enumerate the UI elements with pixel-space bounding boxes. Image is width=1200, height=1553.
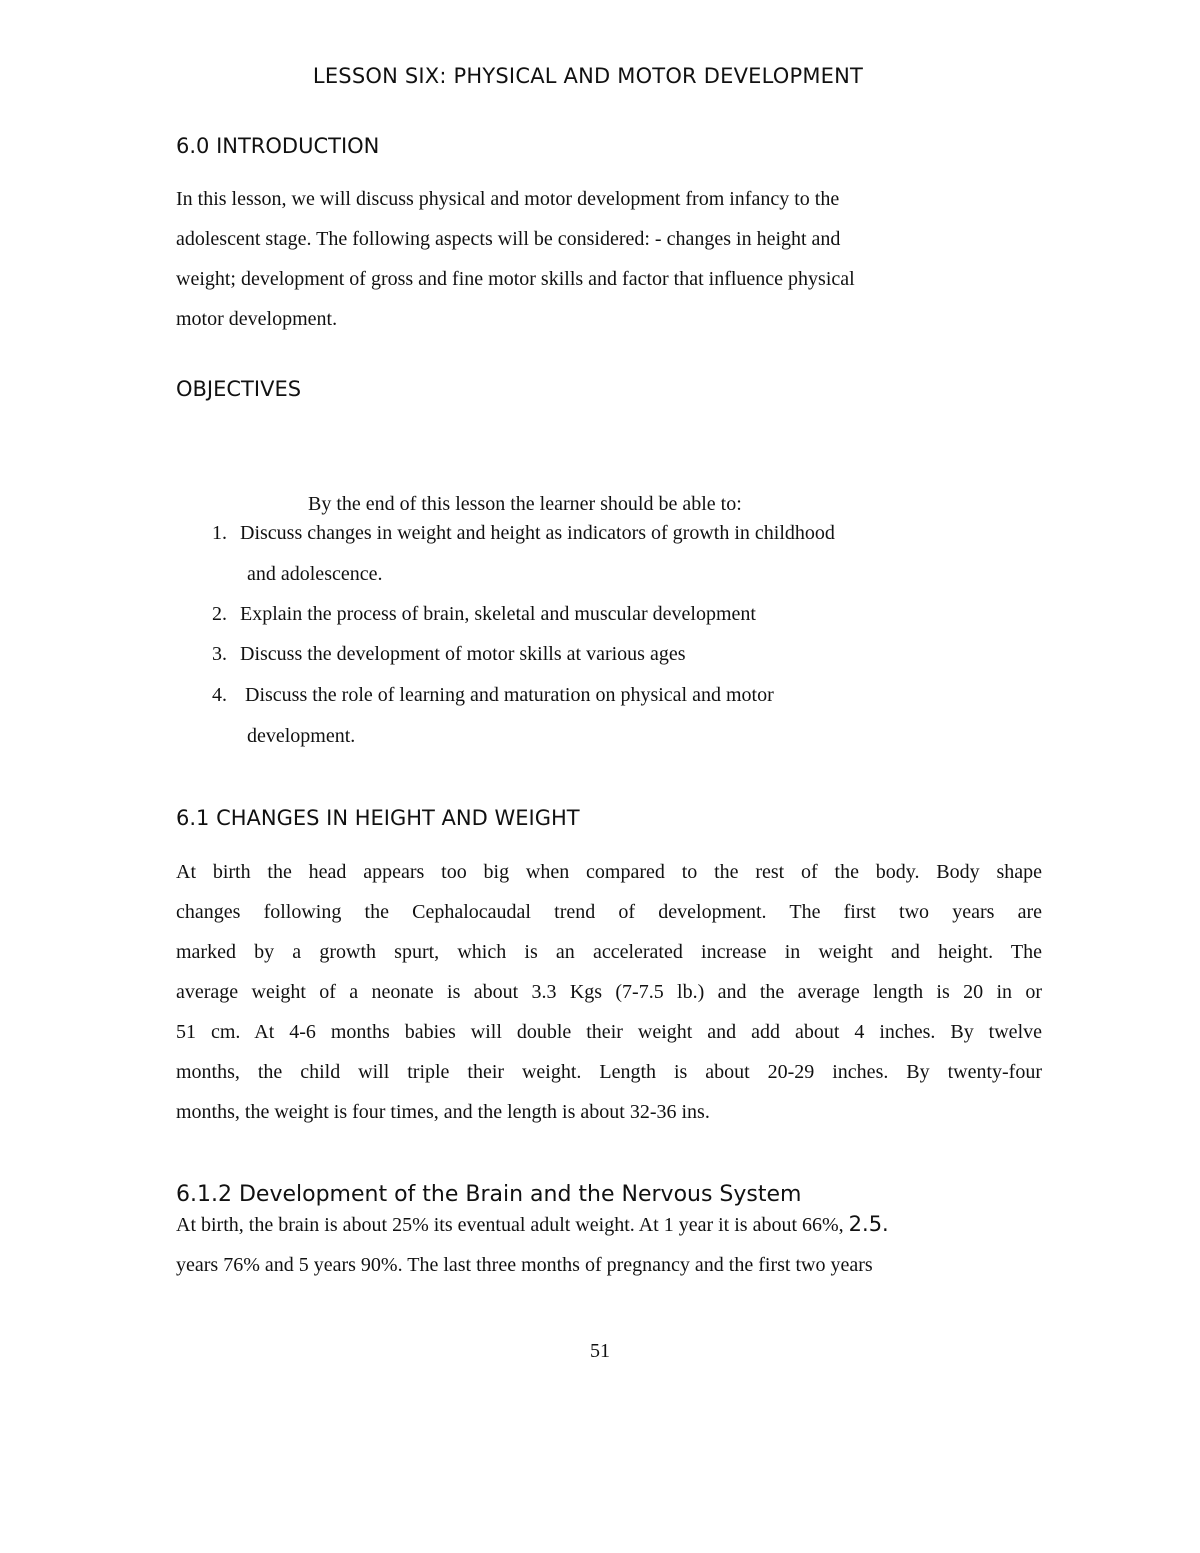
objectives-lead: By the end of this lesson the learner should be able to: bbox=[308, 493, 742, 515]
brain-line-tail: 2.5. bbox=[848, 1212, 889, 1236]
brain-paragraph bbox=[176, 1204, 889, 1285]
brain-line: years 76% and 5 years 90%. The last three months of pregnancy and the first two years bbox=[176, 1254, 873, 1276]
lesson-title: LESSON SIX: PHYSICAL AND MOTOR DEVELOPMENT bbox=[312, 64, 864, 88]
intro-line: adolescent stage. The following aspects will be considered: - changes in height and bbox=[176, 228, 841, 250]
objective-item: Discuss the role of learning and maturation on physical and motor bbox=[245, 684, 774, 706]
body-line: marked by a growth spurt, which is an accelerated increase in weight and height. The bbox=[176, 941, 1042, 963]
intro-line: motor development. bbox=[176, 308, 338, 330]
objective-number: 3. bbox=[212, 643, 227, 665]
objective-item-continuation: and adolescence. bbox=[247, 563, 383, 585]
body-line: months, the child will triple their weight. Length is about 20-29 inches. By twenty-four bbox=[176, 1061, 1042, 1083]
brain-line-main: At birth, the brain is about 25% its eventual adult weight. At 1 year it is about 66%, bbox=[176, 1214, 844, 1236]
intro-line: In this lesson, we will discuss physical and motor development from infancy to the bbox=[176, 188, 840, 210]
brain-heading: 6.1.2 Development of the Brain and the Nervous System bbox=[176, 1182, 802, 1207]
intro-paragraph bbox=[176, 179, 855, 339]
page-number: 51 bbox=[590, 1340, 610, 1362]
objective-item: Explain the process of brain, skeletal and muscular development bbox=[240, 603, 756, 625]
objective-number: 1. bbox=[212, 522, 227, 544]
height-weight-heading: 6.1 CHANGES IN HEIGHT AND WEIGHT bbox=[176, 806, 580, 830]
intro-line: weight; development of gross and fine motor skills and factor that influence physical bbox=[176, 268, 855, 290]
objective-item-continuation: development. bbox=[247, 725, 356, 747]
objective-item: Discuss the development of motor skills at various ages bbox=[240, 643, 686, 665]
brain-line bbox=[176, 1204, 889, 1245]
body-line: average weight of a neonate is about 3.3 Kgs (7-7.5 lb.) and the average length is 20 in or bbox=[176, 981, 1042, 1003]
body-line: 51 cm. At 4-6 months babies will double their weight and add about 4 inches. By twelve bbox=[176, 1021, 1042, 1043]
body-line: months, the weight is four times, and the length is about 32-36 ins. bbox=[176, 1101, 710, 1123]
objective-number: 2. bbox=[212, 603, 227, 625]
objectives-heading: OBJECTIVES bbox=[176, 377, 302, 401]
intro-heading: 6.0 INTRODUCTION bbox=[176, 134, 380, 158]
height-weight-paragraph bbox=[176, 852, 1042, 1132]
objective-number: 4. bbox=[212, 684, 227, 706]
body-line: At birth the head appears too big when compared to the rest of the body. Body shape bbox=[176, 861, 1042, 883]
body-line: changes following the Cephalocaudal trend of development. The first two years are bbox=[176, 901, 1042, 923]
objective-item: Discuss changes in weight and height as indicators of growth in childhood bbox=[240, 522, 835, 544]
